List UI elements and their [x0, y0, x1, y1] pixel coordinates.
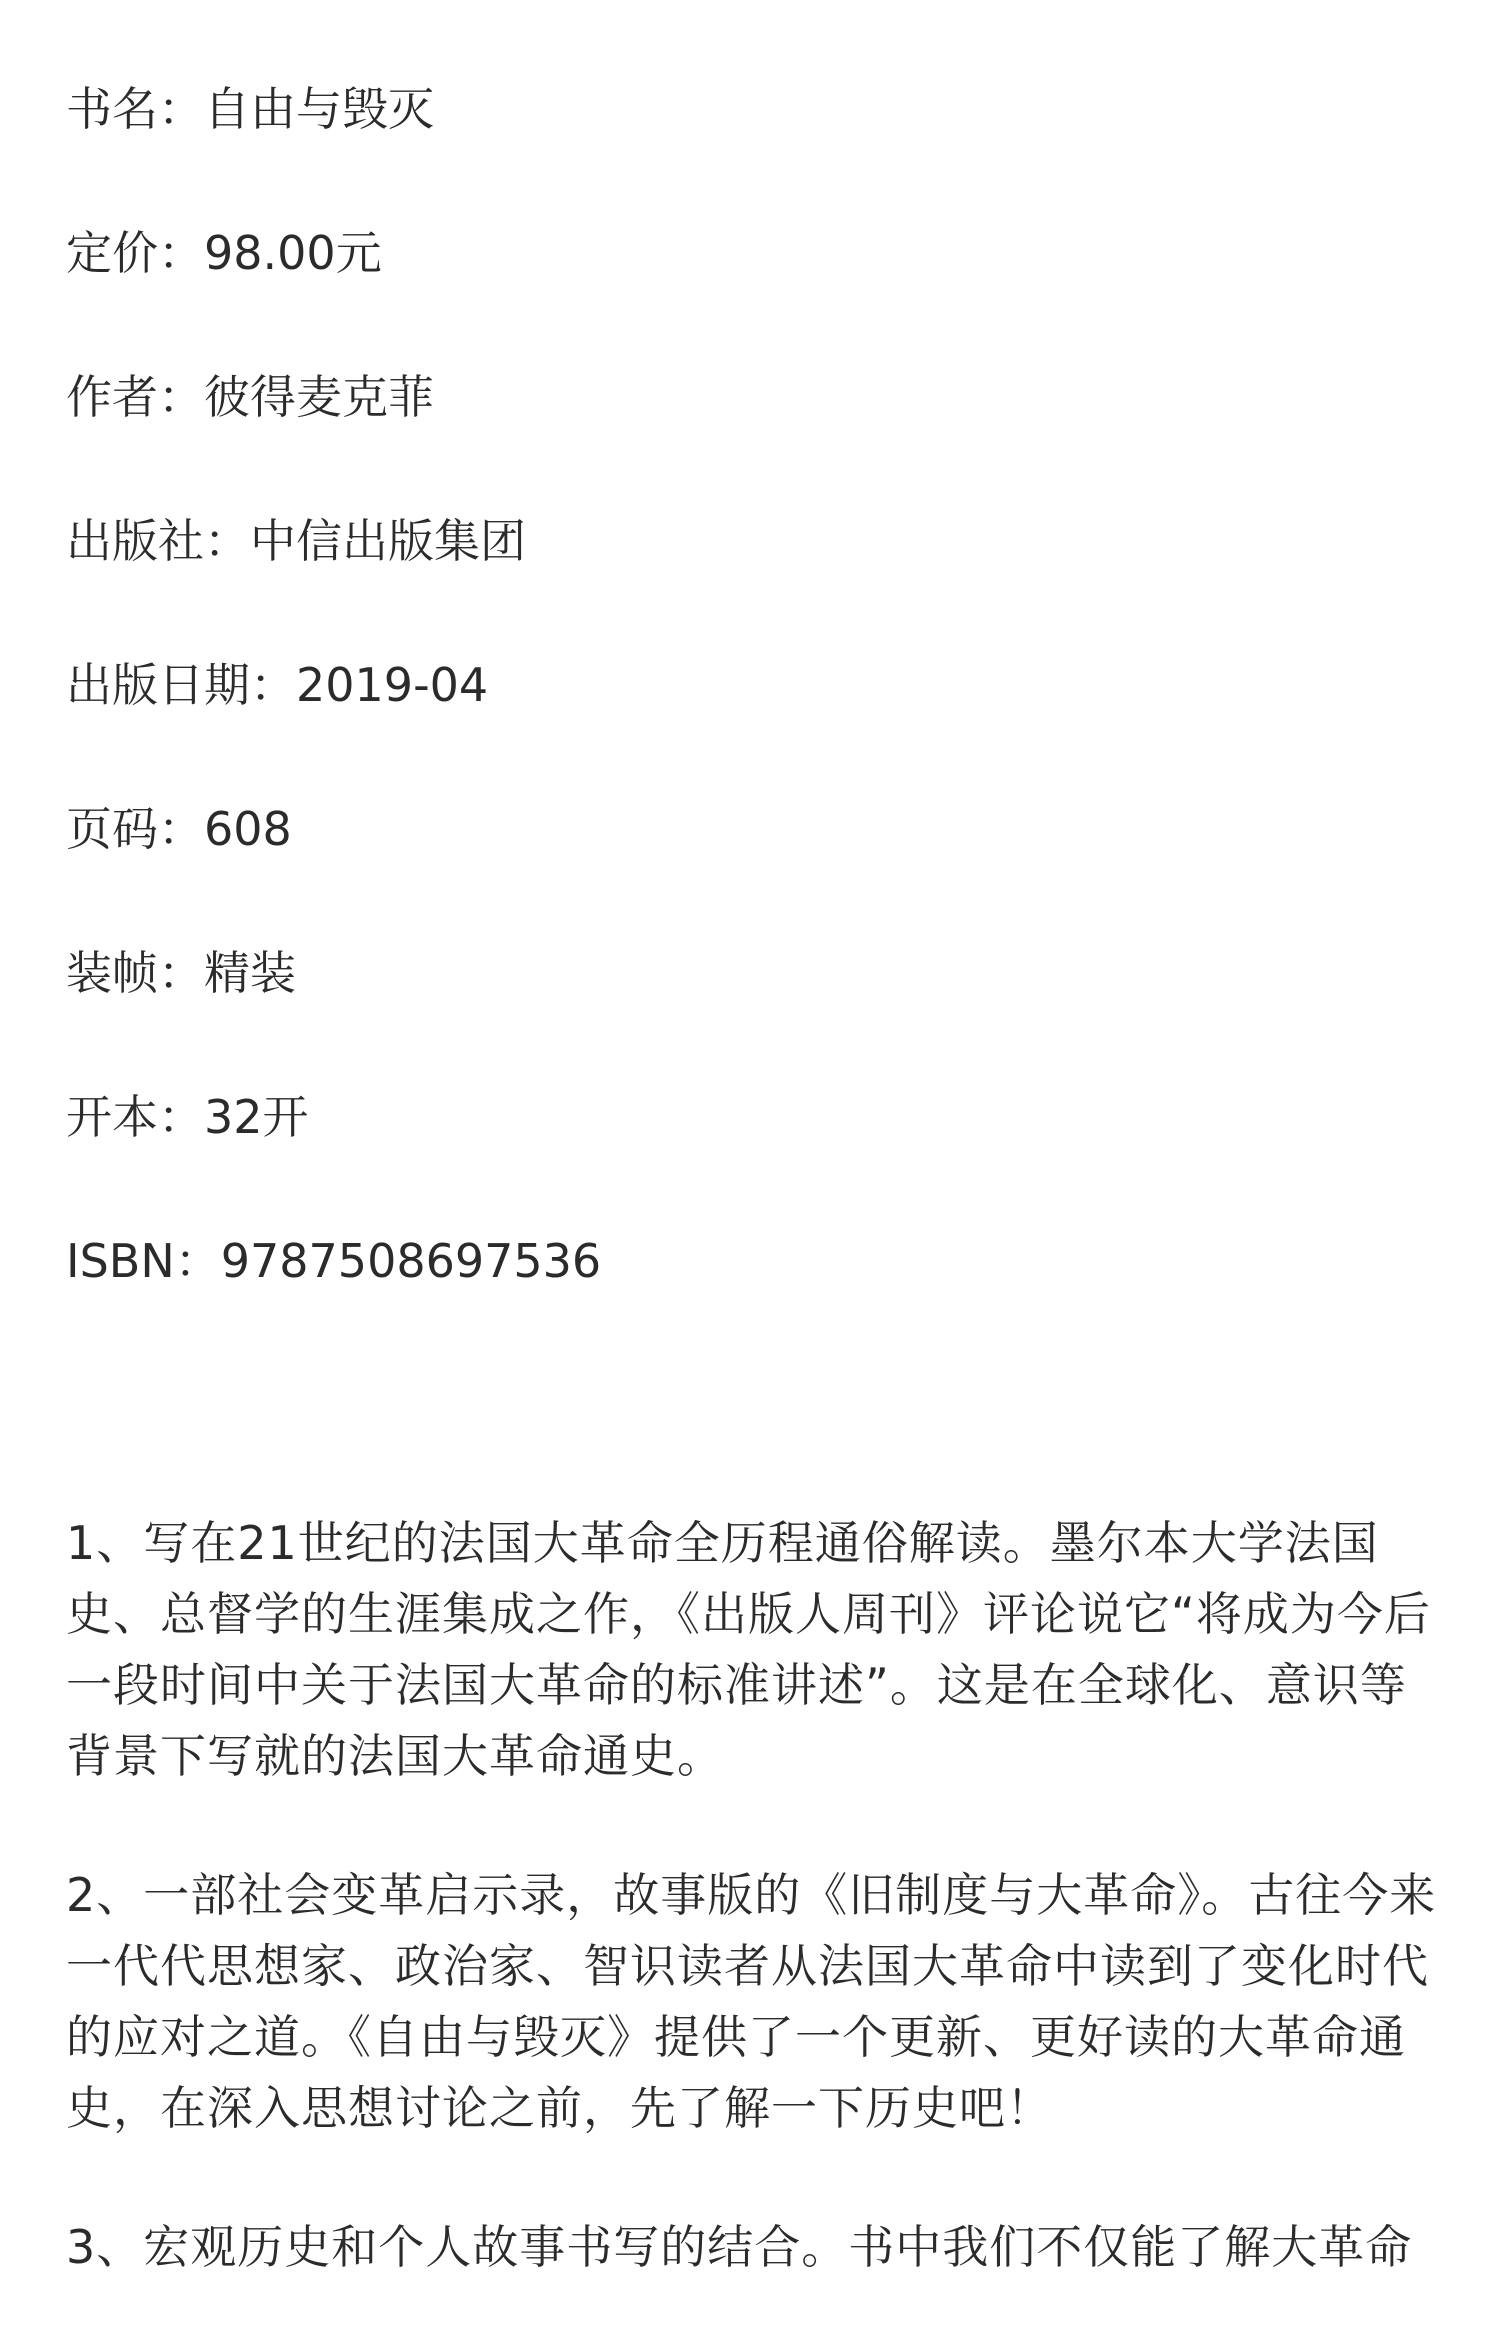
book-price-line: 定价：98.00元: [66, 226, 382, 280]
book-format-line: 开本：32开: [66, 1090, 309, 1144]
book-info-list: [66, 78, 601, 1374]
book-title-line: 书名：自由与毁灭: [66, 82, 434, 136]
book-publisher-line: 出版社：中信出版集团: [66, 514, 526, 568]
book-pages-line: 页码：608: [66, 802, 292, 856]
book-publish-date-line: 出版日期：2019-04: [66, 658, 489, 712]
book-binding-line: 装帧：精装: [66, 946, 296, 1000]
description-paragraph-3: 3、宏观历史和个人故事书写的结合。书中我们不仅能了解大革命: [66, 2220, 1413, 2274]
description-paragraph-1: 1、写在21世纪的法国大革命全历程通俗解读。墨尔本大学法国史、总督学的生涯集成之作，《出版人周刊》评论说它“将成为今后一段时间中关于法国大革命的标准讲述”。这是在全球化、意识等背景下写就的法国大革命通史。: [66, 1516, 1431, 1783]
book-description: [66, 1508, 1446, 2351]
book-isbn-line: ISBN：9787508697536: [66, 1234, 602, 1288]
book-author-line: 作者：彼得麦克菲: [66, 370, 434, 424]
description-paragraph-2: 2、一部社会变革启示录，故事版的《旧制度与大革命》。古往今来一代代思想家、政治家、智识读者从法国大革命中读到了变化时代的应对之道。《自由与毁灭》提供了一个更新、更好读的大革命通史，在深入思想讨论之前，先了解一下历史吧！: [66, 1868, 1437, 2135]
